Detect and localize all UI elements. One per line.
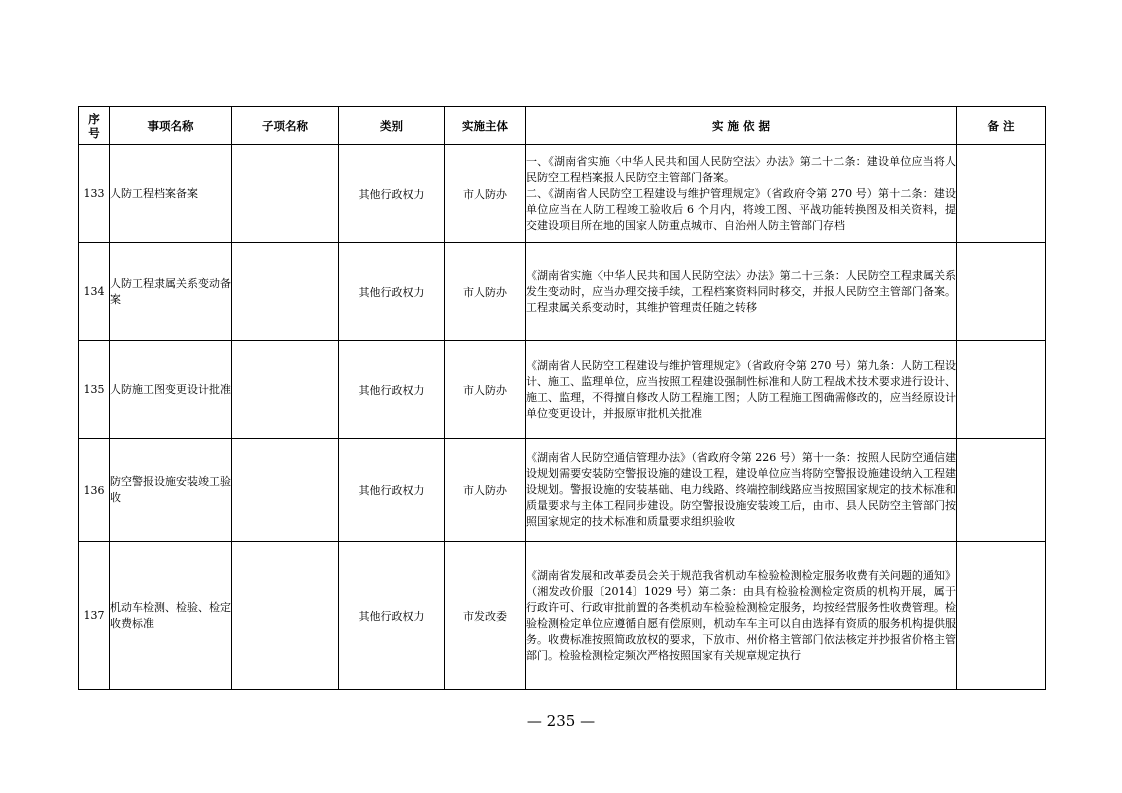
header-basis: 实 施 依 据 [526,107,957,145]
cell-remarks [957,243,1046,341]
cell-agency: 市人防办 [445,145,526,243]
cell-category: 其他行政权力 [339,341,445,439]
cell-category: 其他行政权力 [339,439,445,542]
page-number: — 235 — [526,712,596,730]
cell-remarks [957,542,1046,690]
cell-item-name: 人防工程隶属关系变动备案 [110,243,232,341]
cell-sub-item [232,542,339,690]
header-category: 类别 [339,107,445,145]
cell-item-name: 人防施工图变更设计批准 [110,341,232,439]
cell-seq: 134 [79,243,110,341]
cell-category: 其他行政权力 [339,542,445,690]
cell-item-name: 人防工程档案备案 [110,145,232,243]
cell-item-name: 机动车检测、检验、检定收费标准 [110,542,232,690]
cell-basis: 《湖南省人民防空工程建设与维护管理规定》（省政府令第 270 号）第九条：人防工程设计、施工、监理单位，应当按照工程建设强制性标准和人防工程战术技术要求进行设计、施工、监理，不得擅自修改人防工程施工图；人防工程施工图确需修改的，应当经原设计单位变更设计，并报原审批机关批准 [526,341,957,439]
administrative-power-table [78,106,1046,690]
cell-basis: 《湖南省发展和改革委员会关于规范我省机动车检验检测检定服务收费有关问题的通知》（湘发改价服〔2014〕1029 号）第二条：由具有检验检测检定资质的机构开展，属于行政许可、行政审批前置的各类机动车检验检测检定服务，均按经营服务性收费管理。检验检测检定单位应遵循自愿有偿原则，机动车车主可以自由选择有资质的服务机构提供服务。收费标准按照简政放权的要求，下放市、州价格主管部门依法核定并抄报省价格主管部门。检验检测检定频次严格按照国家有关规章规定执行 [526,542,957,690]
header-item-name: 事项名称 [110,107,232,145]
table-row [79,243,1046,341]
cell-sub-item [232,145,339,243]
cell-remarks [957,439,1046,542]
header-seq-label: 序 号 [88,111,100,140]
cell-agency: 市人防办 [445,439,526,542]
table-row [79,145,1046,243]
cell-agency: 市人防办 [445,341,526,439]
cell-remarks [957,341,1046,439]
header-remarks: 备 注 [957,107,1046,145]
cell-category: 其他行政权力 [339,145,445,243]
table-row [79,542,1046,690]
cell-category: 其他行政权力 [339,243,445,341]
cell-sub-item [232,439,339,542]
table-header-row [79,107,1046,145]
table-row [79,439,1046,542]
cell-seq: 136 [79,439,110,542]
cell-seq: 133 [79,145,110,243]
cell-agency: 市人防办 [445,243,526,341]
cell-seq: 135 [79,341,110,439]
cell-item-name: 防空警报设施安装竣工验收 [110,439,232,542]
cell-basis: 《湖南省实施〈中华人民共和国人民防空法〉办法》第二十三条：人民防空工程隶属关系发生变动时，应当办理交接手续，工程档案资料同时移交，并报人民防空主管部门备案。工程隶属关系变动时，其维护管理责任随之转移 [526,243,957,341]
cell-sub-item [232,341,339,439]
cell-basis: 《湖南省人民防空通信管理办法》（省政府令第 226 号）第十一条：按照人民防空通信建设规划需要安装防空警报设施的建设工程，建设单位应当将防空警报设施建设纳入工程建设规划。警报设施的安装基础、电力线路、终端控制线路应当按照国家规定的技术标准和质量要求与主体工程同步建设。防空警报设施安装竣工后，由市、县人民防空主管部门按照国家规定的技术标准和质量要求组织验收 [526,439,957,542]
header-seq [79,107,110,145]
cell-sub-item [232,243,339,341]
cell-remarks [957,145,1046,243]
header-sub-item: 子项名称 [232,107,339,145]
cell-agency: 市发改委 [445,542,526,690]
cell-seq: 137 [79,542,110,690]
cell-basis: 一、《湖南省实施〈中华人民共和国人民防空法〉办法》第二十二条：建设单位应当将人民防空工程档案报人民防空主管部门备案。 二、《湖南省人民防空工程建设与维护管理规定》（省政府令第 270 号）第十二条：建设单位应当在人防工程竣工验收后 6 个月内，将竣工图、平战功能转换图及相关资料，提交建设项目所在地的国家人防重点城市、自治州人防主管部门存档 [526,145,957,243]
table-row [79,341,1046,439]
header-agency: 实施主体 [445,107,526,145]
